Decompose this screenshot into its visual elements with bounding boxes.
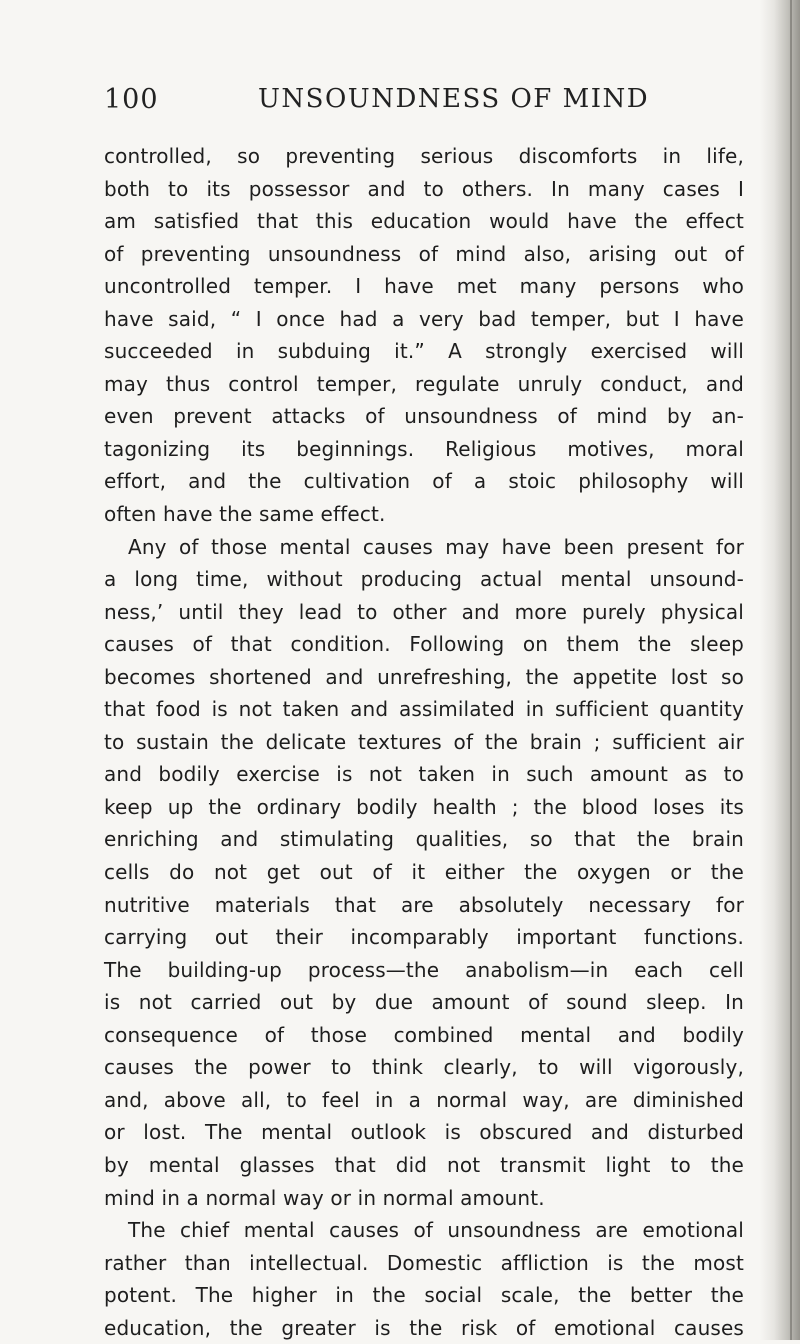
text-line: potent. The higher in the social scale, the better the bbox=[104, 1283, 744, 1308]
text-line: am satisfied that this education would have the effect bbox=[104, 209, 744, 234]
text-line: that food is not taken and assimilated in sufficient quantity bbox=[104, 697, 744, 722]
body-text bbox=[104, 140, 744, 1344]
text-line: controlled, so preventing serious discomforts in life, bbox=[104, 144, 744, 168]
text-line: nutritive materials that are absolutely necessary for bbox=[104, 892, 744, 917]
text-line: rather than intellectual. Domestic affliction is the most bbox=[104, 1250, 744, 1275]
text-line: ness,’ until they lead to other and more purely physical bbox=[104, 599, 744, 624]
page-header-title: UNSOUNDNESS OF MIND bbox=[258, 84, 650, 114]
text-line: mind in a normal way or in normal amount. bbox=[104, 1185, 545, 1210]
text-line: have said, “ I once had a very bad temper, but I have bbox=[104, 306, 744, 331]
text-line: to sustain the delicate textures of the brain ; sufficient air bbox=[104, 729, 744, 754]
text-line: even prevent attacks of unsoundness of mind by an- bbox=[104, 404, 744, 429]
text-line: effort, and the cultivation of a stoic philosophy will bbox=[104, 469, 744, 494]
text-line: and, above all, to feel in a normal way, are diminished bbox=[104, 1087, 744, 1112]
text-line: keep up the ordinary bodily health ; the blood loses its bbox=[104, 794, 744, 819]
text-line: often have the same effect. bbox=[104, 502, 386, 527]
text-line: is not carried out by due amount of sound sleep. In bbox=[104, 990, 744, 1015]
text-line: cells do not get out of it either the oxygen or the bbox=[104, 860, 744, 885]
text-line: by mental glasses that did not transmit light to the bbox=[104, 1152, 744, 1177]
text-line: becomes shortened and unrefreshing, the appetite lost so bbox=[104, 664, 744, 689]
page-edge-line bbox=[790, 0, 792, 1340]
text-line: enriching and stimulating qualities, so that the brain bbox=[104, 827, 744, 852]
text-line: The building-up process—the anabolism—in each cell bbox=[104, 957, 744, 982]
page-number: 100 bbox=[104, 84, 159, 115]
text-line: of preventing unsoundness of mind also, arising out of bbox=[104, 241, 744, 266]
text-line: a long time, without producing actual mental unsound- bbox=[104, 567, 744, 592]
text-line: Any of those mental causes may have been present for bbox=[128, 534, 744, 559]
text-line: or lost. The mental outlook is obscured and disturbed bbox=[104, 1120, 744, 1145]
page-edge-shadow bbox=[760, 0, 800, 1340]
text-line: tagonizing its beginnings. Religious motives, moral bbox=[104, 436, 744, 461]
text-line: succeeded in subduing it.” A strongly exercised will bbox=[104, 339, 744, 364]
running-head bbox=[104, 84, 744, 124]
text-line: The chief mental causes of unsoundness are emotional bbox=[128, 1218, 744, 1243]
text-line: consequence of those combined mental and bodily bbox=[104, 1022, 744, 1047]
text-line: may thus control temper, regulate unruly conduct, and bbox=[104, 371, 744, 396]
text-line: education, the greater is the risk of emotional causes bbox=[104, 1315, 744, 1340]
text-line: causes of that condition. Following on them the sleep bbox=[104, 632, 744, 657]
text-line: both to its possessor and to others. In many cases I bbox=[104, 176, 744, 201]
text-line: uncontrolled temper. I have met many persons who bbox=[104, 274, 744, 299]
text-line: carrying out their incomparably important functions. bbox=[104, 925, 744, 950]
text-line: and bodily exercise is not taken in such amount as to bbox=[104, 762, 744, 787]
text-line: causes the power to think clearly, to will vigorously, bbox=[104, 1055, 744, 1080]
